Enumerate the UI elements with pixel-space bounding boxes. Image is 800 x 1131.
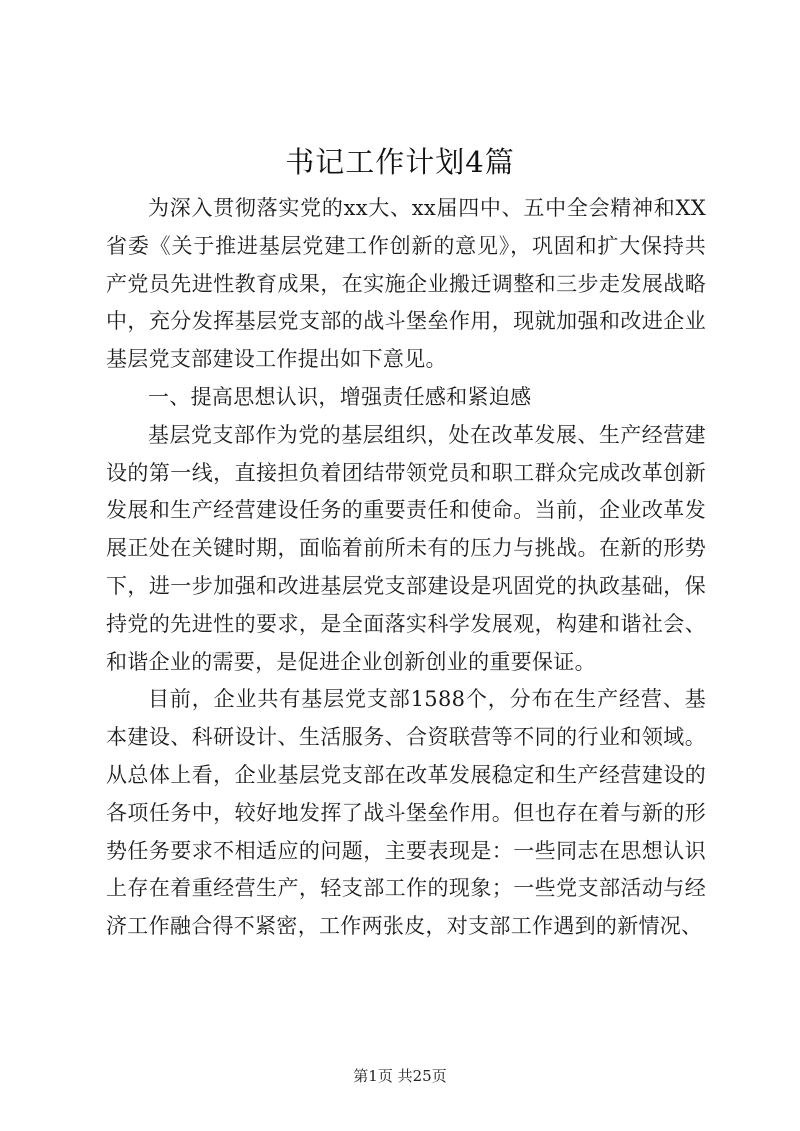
document-body [106,190,706,946]
page-footer [0,1066,800,1086]
paragraph-background: 基层党支部作为党的基层组织，处在改革发展、生产经营建设的第一线，直接担负着团结带领党员和职工群众完成改革创新发展和生产经营建设任务的重要责任和使命。当前，企业改革发展正处在关键时期，面临着前所未有的压力与挑战。在新的形势下，进一步加强和改进基层党支部建设是巩固党的执政基础，保持党的先进性的要求，是全面落实科学发展观，构建和谐社会、和谐企业的需要，是促进企业创新创业的重要保证。 [106,422,706,674]
section-heading: 一、提高思想认识，增强责任感和紧迫感 [148,384,532,409]
page-title: 书记工作计划4篇 [285,145,515,179]
paragraph-intro: 为深入贯彻落实党的xx大、xx届四中、五中全会精神和XX省委《关于推进基层党建工作创新的意见》，巩固和扩大保持共产党员先进性教育成果，在实施企业搬迁调整和三步走发展战略中，充分发挥基层党支部的战斗堡垒作用，现就加强和改进企业基层党支部建设工作提出如下意见。 [106,196,706,372]
paragraph-status: 目前，企业共有基层党支部1588个，分布在生产经营、基本建设、科研设计、生活服务、合资联营等不同的行业和领域。从总体上看，企业基层党支部在改革发展稳定和生产经营建设的各项任务中，较好地发挥了战斗堡垒作用。但也存在着与新的形势任务要求不相适应的问题，主要表现是：一些同志在思想认识上存在着重经营生产，轻支部工作的现象；一些党支部活动与经济工作融合得不紧密，工作两张皮，对支部工作遇到的新情况、 [106,687,706,939]
page-number: 第1页 共25页 [353,1067,447,1085]
